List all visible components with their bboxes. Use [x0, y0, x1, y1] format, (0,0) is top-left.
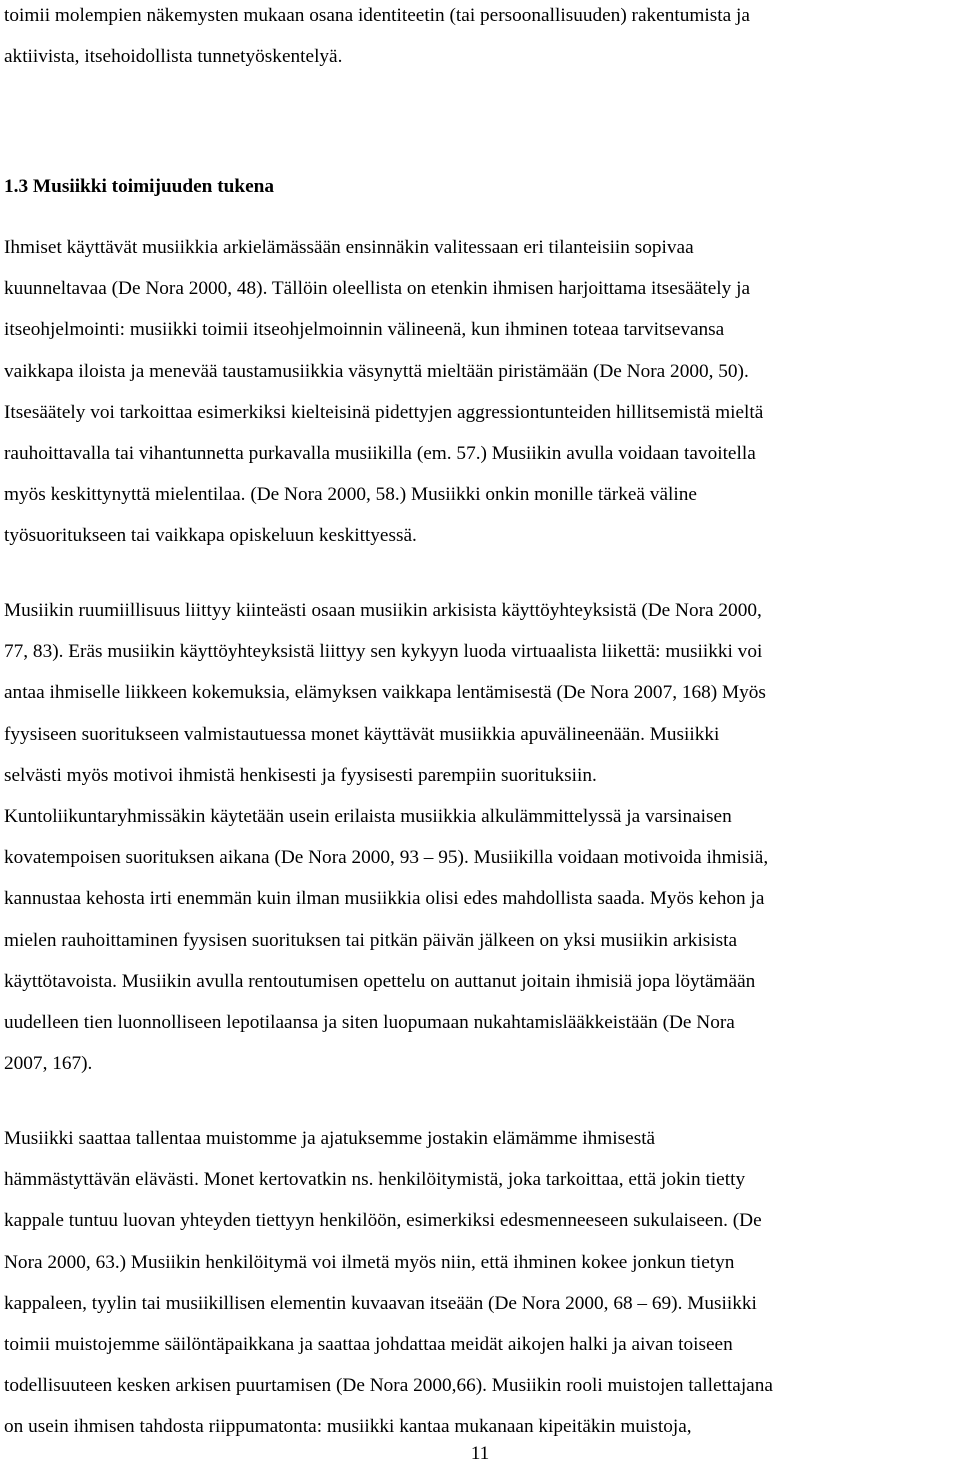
- text-line: 77, 83). Eräs musiikin käyttöyhteyksistä liittyy sen kykyyn luoda virtuaalista liikettä: musiikki voi: [4, 641, 763, 663]
- text-line: antaa ihmiselle liikkeen kokemuksia, elämyksen vaikkapa lentämisestä (De Nora 2007, 168) Myös: [4, 682, 766, 704]
- text-line: Itsesäätely voi tarkoittaa esimerkiksi kielteisinä pidettyjen aggressiontunteiden hillitsemistä mieltä: [4, 401, 764, 423]
- text-line: Nora 2000, 63.) Musiikin henkilöitymä voi ilmetä myös niin, että ihminen kokee jonkun tietyn: [4, 1251, 735, 1273]
- text-line: fyysiseen suoritukseen valmistautuessa monet käyttävät musiikkia apuvälineenään. Musiikki: [4, 723, 720, 745]
- text-line: on usein ihmisen tahdosta riippumatonta: musiikki kantaa mukanaan kipeitäkin muistoja,: [4, 1416, 692, 1438]
- text-line: kappaleen, tyylin tai musiikillisen elementin kuvaavan itseään (De Nora 2000, 68 – 69). Musiikki: [4, 1292, 757, 1314]
- text-line: Musiikki saattaa tallentaa muistomme ja ajatuksemme jostakin elämämme ihmisestä: [4, 1128, 656, 1149]
- text-line: kovatempoisen suorituksen aikana (De Nora 2000, 93 – 95). Musiikilla voidaan motivoida ihmisiä,: [4, 847, 769, 869]
- paragraph-3: [4, 1118, 773, 1448]
- text-line: kappale tuntuu luovan yhteyden tiettyyn henkilöön, esimerkiksi edesmenneeseen sukulaiseen. (De: [4, 1210, 762, 1232]
- paragraph-intro-end: [4, 0, 750, 77]
- page-number: 11: [470, 1443, 490, 1464]
- text-line: uudelleen tien luonnolliseen lepotilaansa ja siten luopumaan nukahtamislääkkeistään (De Nora: [4, 1011, 735, 1033]
- paragraph-1: [4, 227, 763, 557]
- text-line: hämmästyttävän elävästi. Monet kertovatkin ns. henkilöitymistä, joka tarkoittaa, että jokin tietty: [4, 1169, 746, 1191]
- text-line: Ihmiset käyttävät musiikkia arkielämässään ensinnäkin valitessaan eri tilanteisiin sopivaa: [4, 237, 694, 258]
- text-line: Musiikin ruumiillisuus liittyy kiinteästi osaan musiikin arkisista käyttöyhteyksistä (De Nora 2000,: [4, 600, 762, 621]
- text-line: aktiivista, itsehoidollista tunnetyöskentelyä.: [4, 46, 343, 68]
- text-line: vaikkapa iloista ja menevää taustamusiikkia väsynyttä mieltään piristämään (De Nora 2000, 50).: [4, 360, 749, 382]
- text-line: myös keskittynyttä mielentilaa. (De Nora 2000, 58.) Musiikki onkin monille tärkeä väline: [4, 484, 697, 506]
- text-line: Kuntoliikuntaryhmissäkin käytetään usein erilaista musiikkia alkulämmittelyssä ja varsinaisen: [4, 805, 732, 827]
- section-heading: 1.3 Musiikki toimijuuden tukena: [4, 176, 275, 197]
- text-line: toimii molempien näkemysten mukaan osana identiteetin (tai persoonallisuuden) rakentumista ja: [4, 5, 750, 26]
- text-line: työsuoritukseen tai vaikkapa opiskeluun keskittyessä.: [4, 525, 417, 547]
- text-line: selvästi myös motivoi ihmistä henkisesti ja fyysisesti parempiin suorituksiin.: [4, 764, 597, 786]
- text-line: rauhoittavalla tai vihantunnetta purkavalla musiikilla (em. 57.) Musiikin avulla voidaan tavoitella: [4, 442, 756, 464]
- text-line: 2007, 167).: [4, 1053, 93, 1075]
- text-line: itseohjelmointi: musiikki toimii itseohjelmoinnin välineenä, kun ihminen toteaa tarvitsevansa: [4, 319, 725, 341]
- paragraph-2: [4, 590, 768, 1084]
- text-line: mielen rauhoittaminen fyysisen suorituksen tai pitkän päivän jälkeen on yksi musiikin arkisista: [4, 929, 738, 951]
- text-line: kannustaa kehosta irti enemmän kuin ilman musiikkia olisi edes mahdollista saada. Myös kehon ja: [4, 888, 765, 910]
- text-line: toimii muistojemme säilöntäpaikkana ja saattaa johdattaa meidät aikojen halki ja aivan toiseen: [4, 1333, 733, 1355]
- text-line: kuunneltavaa (De Nora 2000, 48). Tällöin oleellista on etenkin ihmisen harjoittama itsesäätely ja: [4, 278, 751, 300]
- text-line: käyttötavoista. Musiikin avulla rentoutumisen opettelu on auttanut joitain ihmisiä jopa löytämään: [4, 970, 756, 992]
- text-line: todellisuuteen kesken arkisen puurtamisen (De Nora 2000,66). Musiikin rooli muistojen tallettajana: [4, 1375, 773, 1397]
